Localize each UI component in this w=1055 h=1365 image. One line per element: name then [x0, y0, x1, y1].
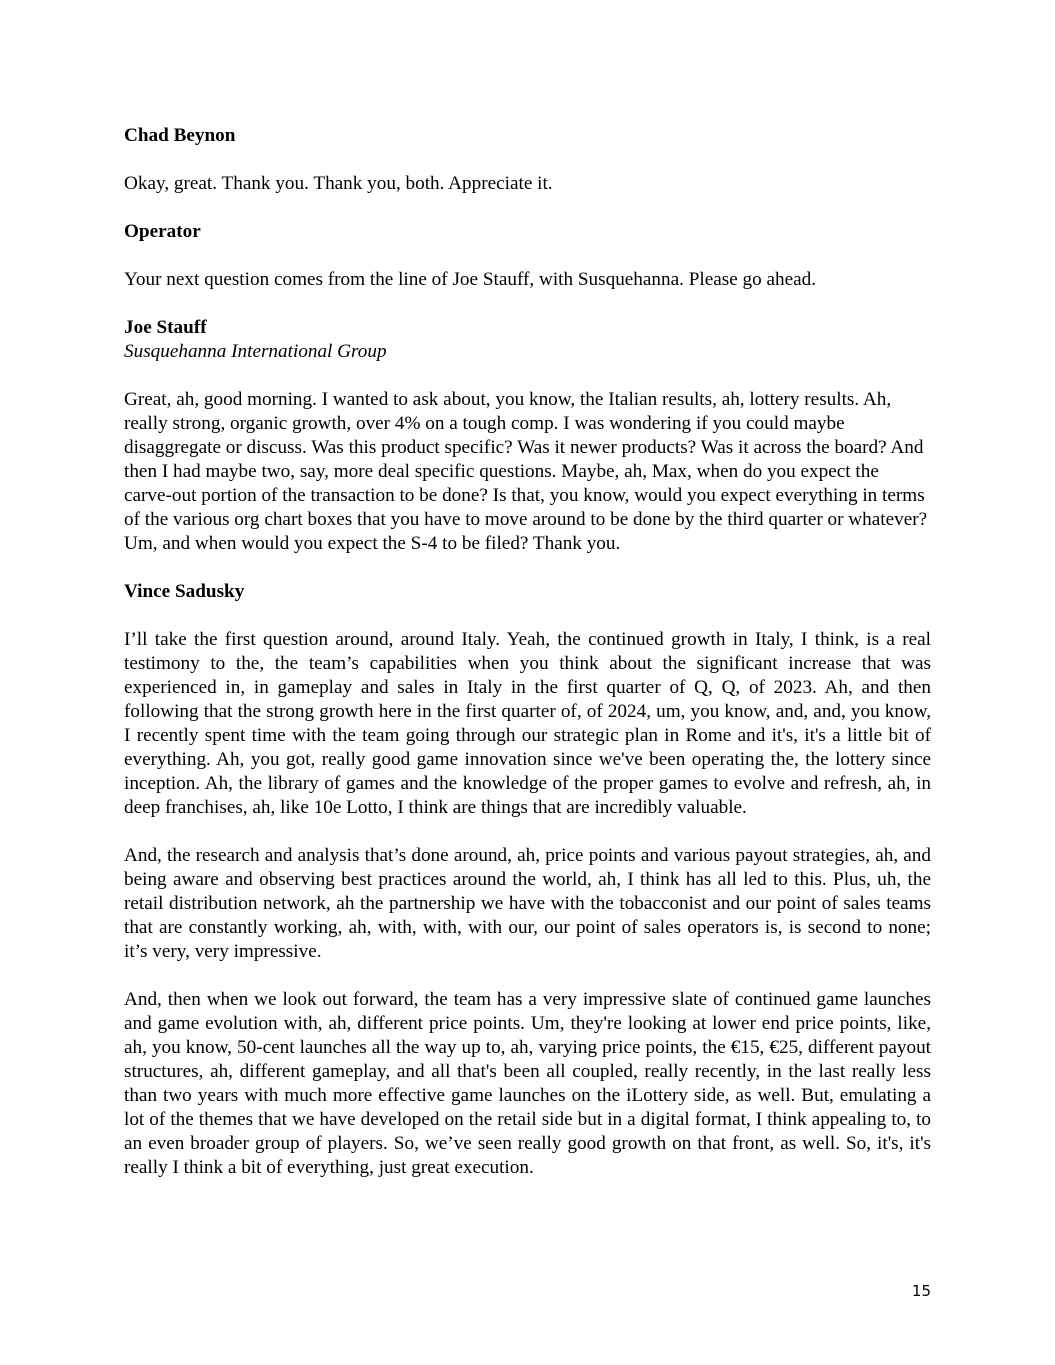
speaker-name: Joe Stauff [124, 317, 207, 338]
speaker-block [124, 124, 931, 148]
transcript-paragraph: Your next question comes from the line of Joe Stauff, with Susquehanna. Please go ahead. [124, 269, 817, 290]
speaker-name: Chad Beynon [124, 125, 236, 146]
speaker-block [124, 316, 931, 364]
transcript-content [124, 124, 931, 1204]
transcript-paragraph: And, then when we look out forward, the team has a very impressive slate of continued game launches and game evolution with, ah, different price points. Um, they're looking at lower end price points, like, ah, you know, 50-cent launches all the way up to, ah, varying price points, the €15, €25, different payout structures, ah, different gameplay, and all that's been all coupled, really recently, in the last really less than two years with much more effective game launches on the iLottery side, as well. But, emulating a lot of the themes that we have developed on the retail side but in a digital format, I think appealing to, to an even broader group of players. So, we’ve seen really good growth on that front, as well. So, it's, it's really I think a bit of everything, just great execution. [124, 989, 931, 1178]
transcript-paragraph: I’ll take the first question around, around Italy. Yeah, the continued growth in Italy, I think, is a real testimony to the, the team’s capabilities when you think about the significant increase that was experienced in, in gameplay and sales in Italy in the first quarter of Q, Q, of 2023. Ah, and then following that the strong growth here in the first quarter of, of 2024, um, you know, and, and, you know, I recently spent time with the team going through our strategic plan in Rome and it's, it's a little bit of everything. Ah, you got, really good game innovation since we've been operating the, the lottery since inception. Ah, the library of games and the knowledge of the proper games to evolve and refresh, ah, in deep franchises, ah, like 10e Lotto, I think are things that are incredibly valuable. [124, 629, 931, 818]
speaker-block [124, 220, 931, 244]
page-number: 15 [911, 1282, 931, 1300]
transcript-paragraph: And, the research and analysis that’s done around, ah, price points and various payout strategies, ah, and being aware and observing best practices around the world, ah, I think has all led to this. Plus, uh, the retail distribution network, ah the partnership we have with the tobacconist and our point of sales teams that are constantly working, ah, with, with, with our, our point of sales operators is, is second to none; it’s very, very impressive. [124, 845, 931, 962]
speaker-name: Operator [124, 221, 201, 242]
transcript-paragraph: Okay, great. Thank you. Thank you, both. Appreciate it. [124, 173, 553, 194]
speaker-block [124, 580, 931, 604]
transcript-paragraph: Great, ah, good morning. I wanted to ask about, you know, the Italian results, ah, lottery results. Ah, really strong, organic growth, over 4% on a tough comp. I was wondering if you could maybe disaggregate or discuss. Was this product specific? Was it newer products? Was it across the board? And then I had maybe two, say, more deal specific questions. Maybe, ah, Max, when do you expect the carve-out portion of the transaction to be done? Is that, you know, would you expect everything in terms of the various org chart boxes that you have to move around to be done by the third quarter or whatever? Um, and when would you expect the S-4 to be filed? Thank you. [124, 389, 928, 554]
speaker-name: Vince Sadusky [124, 581, 245, 602]
speaker-affiliation: Susquehanna International Group [124, 341, 387, 362]
